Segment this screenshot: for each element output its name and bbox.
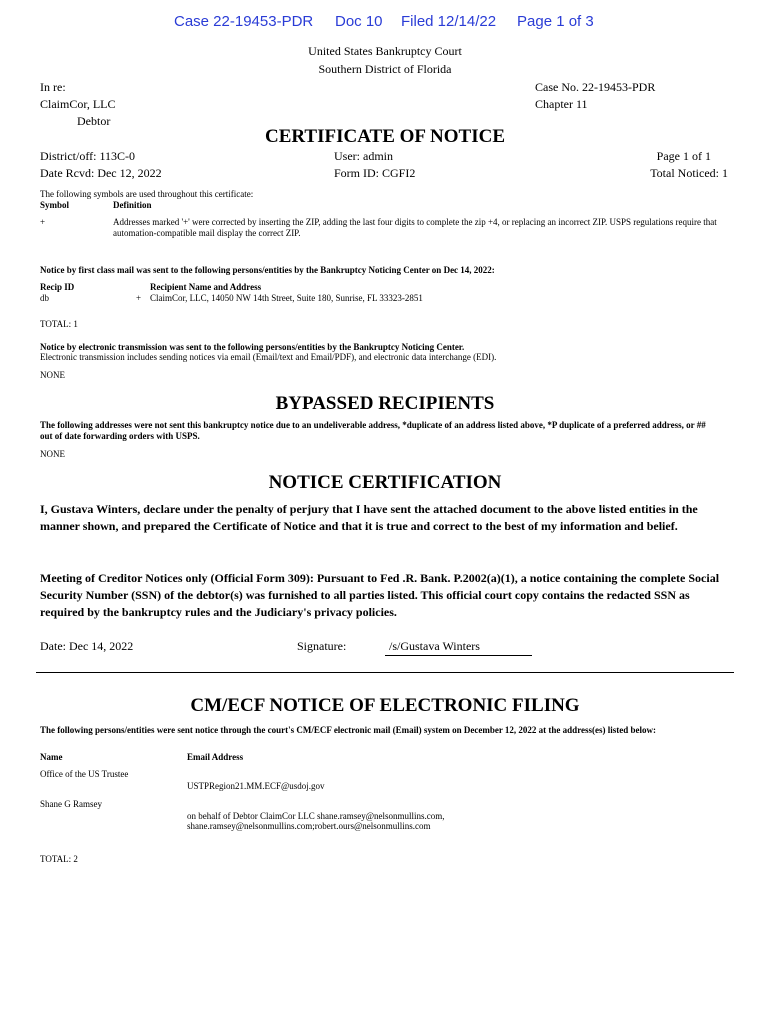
recip-mark: + — [136, 293, 142, 303]
certification-date: Date: Dec 14, 2022 — [40, 639, 134, 653]
col-recipient-name: Recipient Name and Address — [150, 282, 262, 292]
cmecf-recipient-email: on behalf of Debtor ClaimCor LLC shane.ramsey@nelsonmullins.com, — [187, 811, 445, 821]
form-id: Form ID: CGFI2 — [334, 166, 416, 180]
debtor-name: ClaimCor, LLC — [40, 97, 116, 111]
signature-label: Signature: — [297, 639, 347, 653]
cmecf-intro: The following persons/entities were sent notice through the court's CM/ECF electronic mail (Email) system on December 12, 2022 at the address(es) listed below: — [40, 725, 657, 735]
district-office: District/off: 113C-0 — [40, 149, 135, 163]
certification-title: NOTICE CERTIFICATION — [268, 472, 502, 493]
chapter: Chapter 11 — [535, 97, 588, 111]
cmecf-recipient-email: USTPRegion21.MM.ECF@usdoj.gov — [187, 781, 325, 791]
symbols-intro: The following symbols are used throughout this certificate: — [40, 189, 254, 199]
recip-address: ClaimCor, LLC, 14050 NW 14th Street, Suite 180, Sunrise, FL 33323-2851 — [150, 293, 423, 303]
col-recip-id: Recip ID — [40, 282, 75, 292]
debtor-label: Debtor — [77, 114, 111, 128]
electronic-subheading: Electronic transmission includes sending notices via email (Email/text and Email/PDF), and electronic data interchange (EDI). — [40, 352, 497, 362]
header-page-number: Page 1 of 3 — [517, 13, 594, 30]
signature-value: /s/Gustava Winters — [389, 639, 480, 653]
bypassed-title: BYPASSED RECIPIENTS — [275, 393, 495, 414]
bypassed-text: The following addresses were not sent this bankruptcy notice due to an undeliverable address, *duplicate of an address listed above, *P duplicate of a preferred address, or ## out of date forwarding orders with USPS. — [40, 420, 706, 441]
section-divider — [36, 672, 734, 673]
first-class-heading: Notice by first class mail was sent to the following persons/entities by the Bankruptcy Noticing Center on Dec 14, 2022: — [40, 265, 495, 275]
electronic-heading: Notice by electronic transmission was sent to the following persons/entities by the Bankruptcy Noticing Center. — [40, 342, 465, 352]
first-class-total: TOTAL: 1 — [40, 319, 78, 329]
signature-line — [385, 655, 532, 656]
ssn-notice: Meeting of Creditor Notices only (Official Form 309): Pursuant to Fed .R. Bank. P.2002(a)(1), a notice containing the complete Social Security Number (SSN) of the debtor(s) was furnished to all parties listed. This official court copy contains the redacted SSN as required by the bankruptcy rules and the Judiciary's privacy policies. — [40, 571, 720, 619]
bypassed-none: NONE — [40, 449, 65, 459]
case-number: Case No. 22-19453-PDR — [535, 80, 656, 94]
header-case-number: Case 22-19453-PDR — [174, 13, 314, 30]
symbol-plus-definition: Addresses marked '+' were corrected by inserting the ZIP, adding the last four digits to complete the zip +4, or replacing an incorrect ZIP. USPS regulations require that automation-compatible mail display the correct ZIP. — [113, 217, 717, 238]
cmecf-total: TOTAL: 2 — [40, 854, 78, 864]
recip-id: db — [40, 293, 49, 303]
certificate-title: CERTIFICATE OF NOTICE — [264, 126, 506, 147]
total-noticed: Total Noticed: 1 — [650, 166, 728, 180]
in-re-label: In re: — [40, 80, 66, 94]
user: User: admin — [334, 149, 393, 163]
header-doc-number: Doc 10 — [335, 13, 383, 30]
cmecf-title: CM/ECF NOTICE OF ELECTRONIC FILING — [190, 695, 580, 716]
date-received: Date Rcvd: Dec 12, 2022 — [40, 166, 162, 180]
court-district: Southern District of Florida — [318, 62, 452, 76]
cmecf-col-email: Email Address — [187, 752, 244, 762]
certification-declaration: I, Gustava Winters, declare under the penalty of perjury that I have sent the attached document to the above listed entities in the manner shown, and prepared the Certificate of Notice and that it is true and correct to the best of my information and belief. — [40, 502, 698, 533]
electronic-none: NONE — [40, 370, 65, 380]
cmecf-recipient-email-cont: shane.ramsey@nelsonmullins.com;robert.ours@nelsonmullins.com — [187, 821, 431, 831]
cmecf-col-name: Name — [40, 752, 63, 762]
cmecf-recipient-name: Shane G Ramsey — [40, 799, 102, 809]
cmecf-recipient-name: Office of the US Trustee — [40, 769, 129, 779]
header-filed-date: Filed 12/14/22 — [401, 13, 497, 30]
symbol-plus: + — [40, 217, 46, 227]
court-name: United States Bankruptcy Court — [308, 44, 462, 58]
symbols-col-definition: Definition — [113, 200, 152, 210]
symbols-col-symbol: Symbol — [40, 200, 70, 210]
certificate-page: Page 1 of 1 — [656, 149, 711, 163]
